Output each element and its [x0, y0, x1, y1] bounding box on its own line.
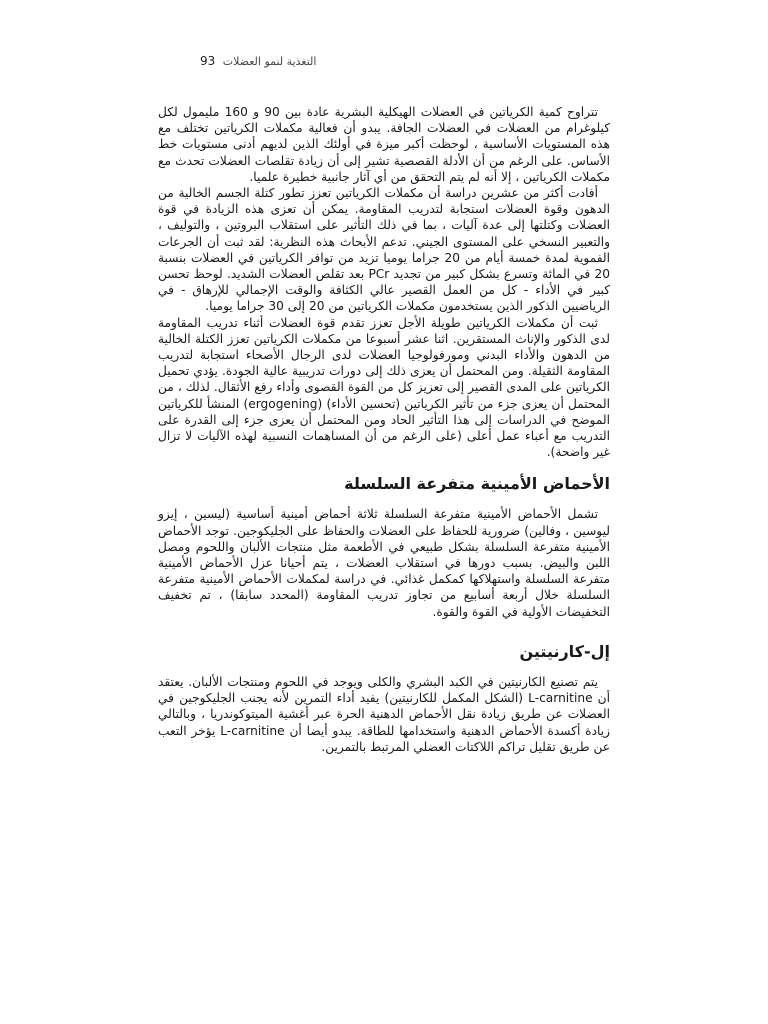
paragraph: ثبت أن مكملات الكرياتين طويلة الأجل تعزز تقدم قوة العضلات أثناء تدريب المقاومة لدى الذكور والإناث المستقرين. اثنا عشر أسبوعا من مكملات الكرياتين تعزز الكتلة الخالية من الدهون والأداء البدني ومورفولوجيا العضلات لدى الرجال الأصحاء استجابة لتدريب المقاومة الثقيلة. ومن المحتمل أن يعزى ذلك إلى دورات تدريبية عالية الجودة. يؤدي تحميل الكرياتين على المدى القصير إلى تعزيز كل من القوة القصوى وأداء رفع الأثقال. لذلك ، من المحتمل أن يعزى جزء من تأثير الكرياتين (تحسين الأداء) (ergogening) المنشأ للكرياتين الموضح في الدراسات إلى هذا التأثير الحاد ومن المحتمل أن يعزى جزء إلى القدرة على التدريب مع أعباء عمل أعلى (على الرغم من أن المساهمات النسبية لهذه الآليات لا تزال غير واضحة).	[158, 315, 610, 460]
l-carnitine-section	[158, 642, 610, 755]
book-title: التغذية لنمو العضلات	[222, 55, 317, 68]
paragraph: أفادت أكثر من عشرين دراسة أن مكملات الكرياتين تعزز تطور كتلة الجسم الخالية من الدهون وقوة العضلات استجابة لتدريب المقاومة. يمكن أن تعزى هذه الزيادة في قوة العضلات وكتلتها إلى عدة آليات ، بما في ذلك التأثير على استقلاب البروتين ، والتوليف ، والتعبير النسخي على المستوى الجيني. تدعم الأبحاث هذه النظرية: لقد ثبت أن الجرعات الفموية لمدة خمسة أيام من 20 جراما يوميا تزيد من توافر الكرياتين في العضلات بنسبة 20 في المائة وتسرع بشكل كبير من تجديد PCr بعد تقلص العضلات الشديد. لوحظ تحسن كبير في الأداء - كل من العمل القصير عالي الكثافة والوقت الإجمالي للإرهاق - في الرياضيين الذكور الذين يستخدمون مكملات الكرياتين من 20 إلى 30 جراما يوميا.	[158, 186, 611, 314]
paragraph: تتراوح كمية الكرياتين في العضلات الهيكلية البشرية عادة بين 90 و 160 مليمول لكل كيلوغرام من العضلات في العضلات الجافة. يبدو أن فعالية مكملات الكرياتين تختلف مع هذه المستويات الأساسية ، لوحظت أكبر ميزة في أولئك الذين لديهم أدنى مستويات خط الأساس. على الرغم من أن الأدلة القصصية تشير إلى أن زيادة تقلصات العضلات تحدث مع مكملات الكرياتين ، إلا أنه لم يتم التحقق من أي آثار جانبية خطيرة علميا.	[158, 105, 610, 184]
section-heading: إل-كارنيتين	[519, 641, 610, 661]
running-header	[200, 54, 430, 68]
page-number: 93	[200, 54, 216, 68]
bcaa-section	[158, 474, 610, 619]
paragraph: يتم تصنيع الكارنيتين في الكبد البشري والكلى ويوجد في اللحوم ومنتجات الألبان. يعتقد أن L-carnitine (الشكل المكمل للكارنيتين) يفيد أداء التمرين لأنه يجنب الجليكوجين في العضلات عن طريق زيادة نقل الأحماض الدهنية الحرة عبر أغشية الميتوكوندريا ، وبالتالي زيادة أكسدة الأحماض الدهنية واستخدامها للطاقة. يبدو أيضا أن L-carnitine يؤخر التعب عن طريق تقليل تراكم اللاكتات العضلي المرتبط بالتمرين.	[158, 674, 610, 754]
creatine-section	[158, 104, 610, 460]
section-heading: الأحماض الأمينية متفرعة السلسلة	[344, 474, 610, 494]
page-body	[158, 104, 610, 755]
paragraph: تشمل الأحماض الأمينية متفرعة السلسلة ثلاثة أحماض أمينية أساسية (ليسين ، إيزو ليوسين ، وفالين) ضرورية للحفاظ على العضلات والحفاظ على الجليكوجين. توجد الأحماض الأمينية متفرعة السلسلة بشكل طبيعي في الأطعمة مثل منتجات الألبان واللحوم ومصل اللبن والبيض. بسبب دورها في استقلاب العضلات ، يتم أحيانا عزل الأحماض الأمينية متفرعة السلسلة واستهلاكها كمكمل غذائي. في دراسة لمكملات الأحماض الأمينية متفرعة السلسلة خلال أربعة أسابيع من تجاوز تدريب المقاومة (المحدد سابقا) ، تم تخفيف التخفيضات الأولية في القوة والقوة.	[158, 507, 610, 619]
